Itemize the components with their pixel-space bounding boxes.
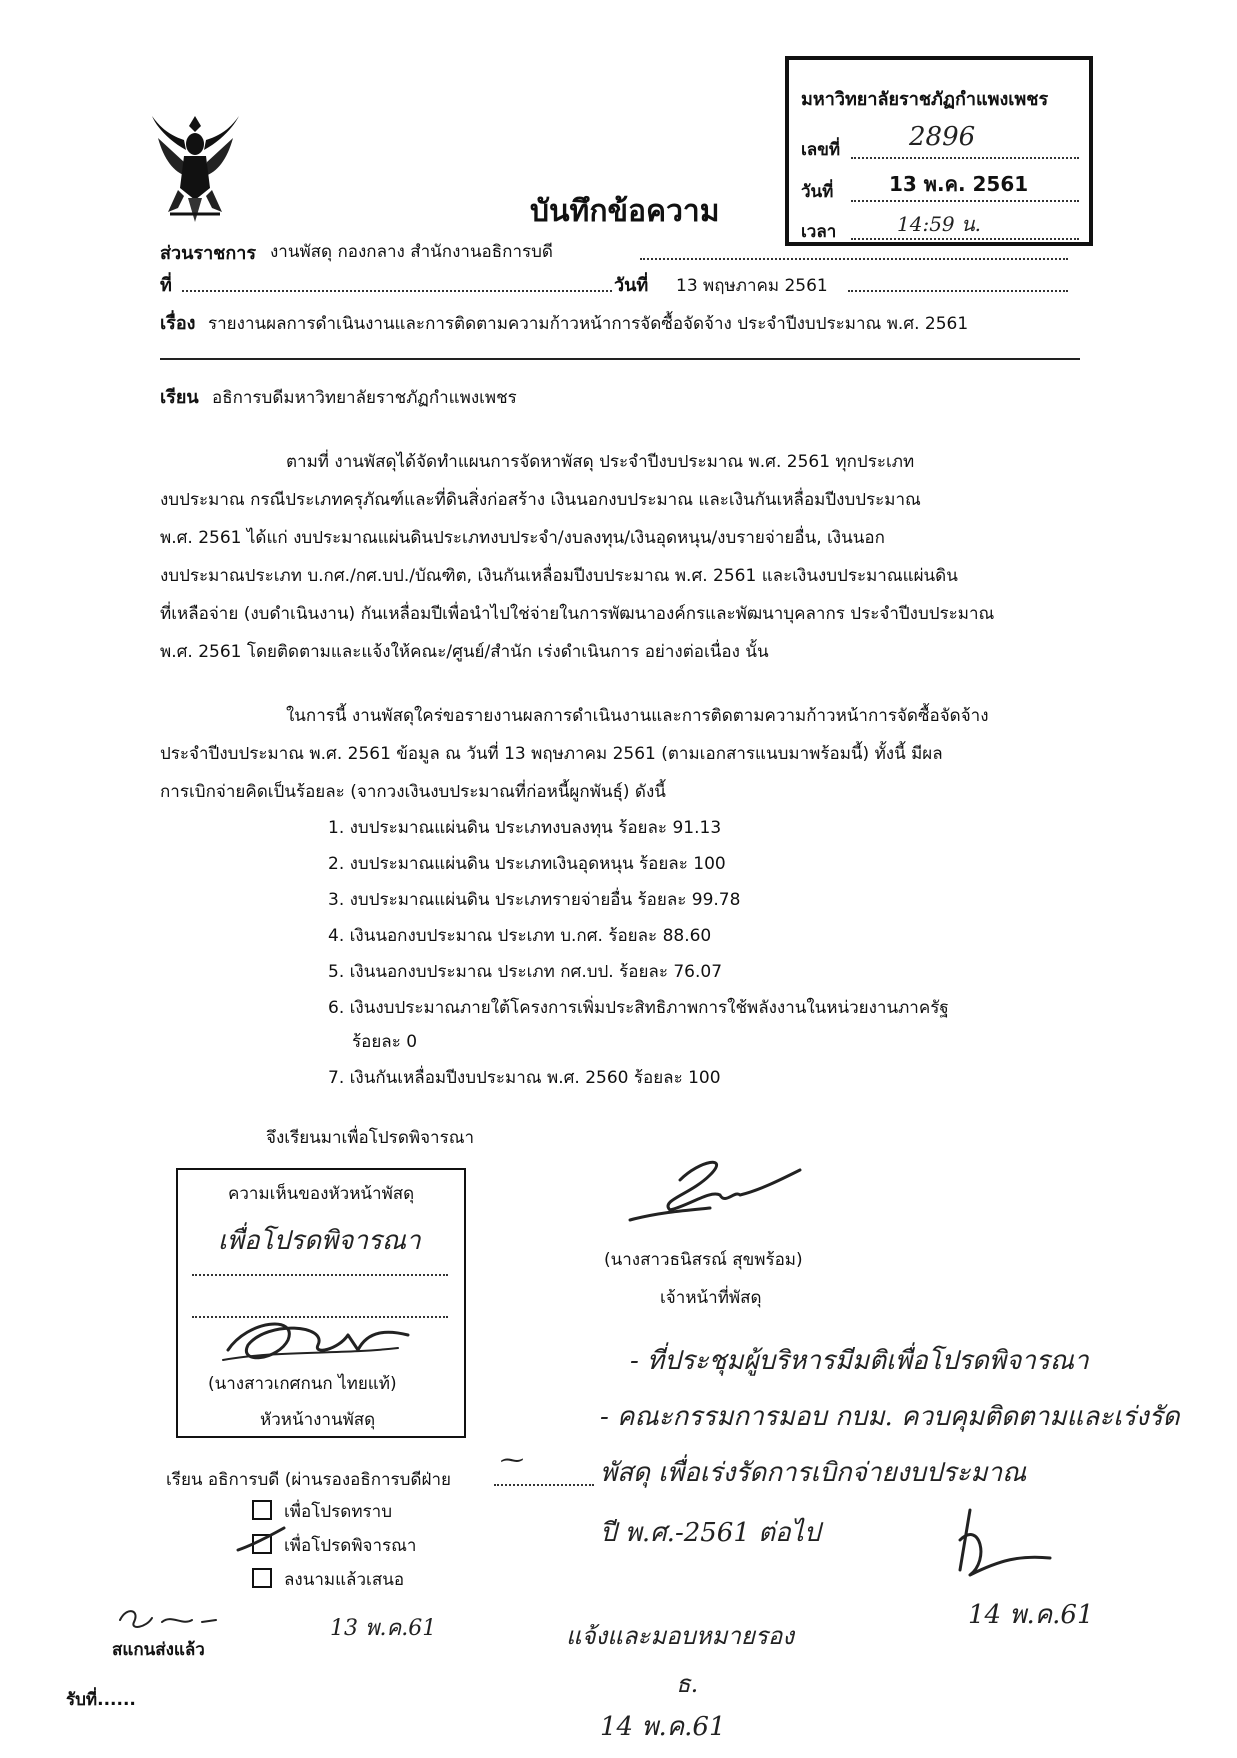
para1-line5: ที่เหลือจ่าย (งบดำเนินงาน) กันเหลื่อมปีเพื่อนำไปใช่จ่ายในการพัฒนาองค์กรและพัฒนาบุคลากร ประจำปีงบประมาณ xyxy=(160,604,995,624)
routing-note-date: 13 พ.ค.61 xyxy=(330,1616,437,1641)
officer-signature xyxy=(620,1150,820,1230)
subject-value: รายงานผลการดำเนินงานและการติดตามความก้าวหน้าการจัดซื้อจัดจ้าง ประจำปีงบประมาณ พ.ศ. 2561 xyxy=(208,314,969,334)
routing-to: เรียน อธิการบดี (ผ่านรองอธิการบดีฝ่าย xyxy=(166,1470,451,1490)
head-signature xyxy=(218,1310,418,1370)
stamp-org: มหาวิทยาลัยราชภัฏกำแพงเพชร xyxy=(801,89,1049,110)
stamp-no-value: 2896 xyxy=(909,122,976,152)
head-title: หัวหน้างานพัสดุ xyxy=(260,1410,376,1430)
option-label: เพื่อโปรดพิจารณา xyxy=(284,1536,417,1556)
subject-label: เรื่อง xyxy=(160,313,196,334)
option-checkbox[interactable] xyxy=(252,1568,272,1588)
agency-dots xyxy=(640,258,1068,260)
closing-line: จึงเรียนมาเพื่อโปรดพิจารณา xyxy=(266,1128,475,1148)
option-checkbox[interactable] xyxy=(252,1500,272,1520)
salutation-value: อธิการบดีมหาวิทยาลัยราชภัฏกำแพงเพชร xyxy=(212,388,517,408)
annotation-date2: 14 พ.ค.61 xyxy=(600,1712,726,1742)
para2-line1: ในการนี้ งานพัสดุใคร่ขอรายงานผลการดำเนินงานและการติดตามความก้าวหน้าการจัดซื้อจัดจ้าง xyxy=(286,706,989,726)
stamp-date-label: วันที่ xyxy=(801,182,834,202)
memo-title: บันทึกข้อความ xyxy=(530,194,720,229)
received-mark: รับที่...... xyxy=(66,1690,136,1710)
date-dots xyxy=(848,290,1068,292)
stamp-no-line xyxy=(851,157,1079,159)
initials-mark xyxy=(112,1600,222,1640)
officer-name: (นางสาวธนิสรณ์ สุขพร้อม) xyxy=(604,1250,803,1270)
list-item: 3. งบประมาณแผ่นดิน ประเภทรายจ่ายอื่น ร้อยละ 99.78 xyxy=(328,890,741,910)
list-item: 1. งบประมาณแผ่นดิน ประเภทงบลงทุน ร้อยละ 91.13 xyxy=(328,818,722,838)
list-item: 7. เงินกันเหลื่อมปีงบประมาณ พ.ศ. 2560 ร้อยละ 100 xyxy=(328,1068,721,1088)
option-label: เพื่อโปรดทราบ xyxy=(284,1502,392,1522)
para1-line3: พ.ศ. 2561 ได้แก่ งบประมาณแผ่นดินประเภทงบประจำ/งบลงทุน/เงินอุดหนุน/งบรายจ่ายอื่น, เงินนอก xyxy=(160,528,885,548)
stamp-date-line xyxy=(851,200,1079,202)
opinion-dots-1 xyxy=(192,1274,448,1276)
list-item-continued: ร้อยละ 0 xyxy=(352,1032,418,1052)
executive-signature xyxy=(940,1500,1070,1590)
header-divider xyxy=(160,358,1080,360)
ref-label: ที่ xyxy=(160,275,172,296)
para2-line3: การเบิกจ่ายคิดเป็นร้อยละ (จากวงเงินงบประมาณที่ก่อหนี้ผูกพันธุ์) ดังนี้ xyxy=(160,782,666,802)
annotation-date1: 14 พ.ค.61 xyxy=(968,1600,1094,1630)
checkmark-icon xyxy=(236,1524,286,1560)
opinion-box xyxy=(176,1168,466,1438)
annotation-line5: แจ้งและมอบหมายรอง xyxy=(566,1622,794,1650)
head-name: (นางสาวเกศกนก ไทยแท้) xyxy=(208,1374,397,1394)
para1-line2: งบประมาณ กรณีประเภทครุภัณฑ์และที่ดินสิ่งก่อสร้าง เงินนอกงบประมาณ และเงินกันเหลื่อมปีงบประมาณ xyxy=(160,490,921,510)
stamp-time-label: เวลา xyxy=(801,222,837,242)
date-value: 13 พฤษภาคม 2561 xyxy=(676,276,828,296)
scan-mark: สแกนส่งแล้ว xyxy=(112,1640,205,1660)
ref-dots xyxy=(182,290,612,292)
para1-line1: ตามที่ งานพัสดุได้จัดทำแผนการจัดหาพัสดุ ประจำปีงบประมาณ พ.ศ. 2561 ทุกประเภท xyxy=(286,452,915,472)
garuda-emblem xyxy=(148,110,243,228)
officer-title: เจ้าหน้าที่พัสดุ xyxy=(660,1288,762,1308)
list-item: 2. งบประมาณแผ่นดิน ประเภทเงินอุดหนุน ร้อยละ 100 xyxy=(328,854,726,874)
stamp-date-value: 13 พ.ค. 2561 xyxy=(889,172,1029,196)
routing-stroke: ⁓ xyxy=(500,1446,524,1474)
annotation-line6: ธ. xyxy=(676,1670,699,1698)
para1-line6: พ.ศ. 2561 โดยติดตามและแจ้งให้คณะ/ศูนย์/สำนัก เร่งดำเนินการ อย่างต่อเนื่อง นั้น xyxy=(160,642,769,662)
opinion-handwriting: เพื่อโปรดพิจารณา xyxy=(218,1226,421,1256)
list-item: 5. เงินนอกงบประมาณ ประเภท กศ.บป. ร้อยละ 76.07 xyxy=(328,962,723,982)
receipt-stamp xyxy=(785,56,1093,246)
annotation-line2: - คณะกรรมการมอบ กบม. ควบคุมติดตามและเร่งรัด xyxy=(600,1402,1180,1432)
stamp-no-label: เลขที่ xyxy=(801,140,841,160)
list-item: 4. เงินนอกงบประมาณ ประเภท บ.กศ. ร้อยละ 88.60 xyxy=(328,926,712,946)
annotation-line1: - ที่ประชุมผู้บริหารมีมติเพื่อโปรดพิจารณา xyxy=(630,1346,1089,1376)
agency-label: ส่วนราชการ xyxy=(160,243,257,264)
para1-line4: งบประมาณประเภท บ.กศ./กศ.บป./บัณฑิต, เงินกันเหลื่อมปีงบประมาณ พ.ศ. 2561 และเงินงบประมาณแผ่นดิน xyxy=(160,566,958,586)
agency-value: งานพัสดุ กองกลาง สำนักงานอธิการบดี xyxy=(270,242,553,262)
opinion-title: ความเห็นของหัวหน้าพัสดุ xyxy=(228,1184,415,1204)
para2-line2: ประจำปีงบประมาณ พ.ศ. 2561 ข้อมูล ณ วันที่ 13 พฤษภาคม 2561 (ตามเอกสารแนบมาพร้อมนี้) ทั้งนี้ มีผล xyxy=(160,744,943,764)
salutation-label: เรียน xyxy=(160,387,199,408)
annotation-line3: พัสดุ เพื่อเร่งรัดการเบิกจ่ายงบประมาณ xyxy=(600,1458,1027,1488)
annotation-line4: ปี พ.ศ.-2561 ต่อไป xyxy=(600,1518,821,1548)
option-label: ลงนามแล้วเสนอ xyxy=(284,1570,405,1590)
stamp-time-value: 14:59 น. xyxy=(897,212,982,236)
date-label: วันที่ xyxy=(614,275,649,296)
list-item: 6. เงินงบประมาณภายใต้โครงการเพิ่มประสิทธิภาพการใช้พลังงานในหน่วยงานภาครัฐ xyxy=(328,998,949,1018)
routing-dots xyxy=(494,1484,594,1486)
